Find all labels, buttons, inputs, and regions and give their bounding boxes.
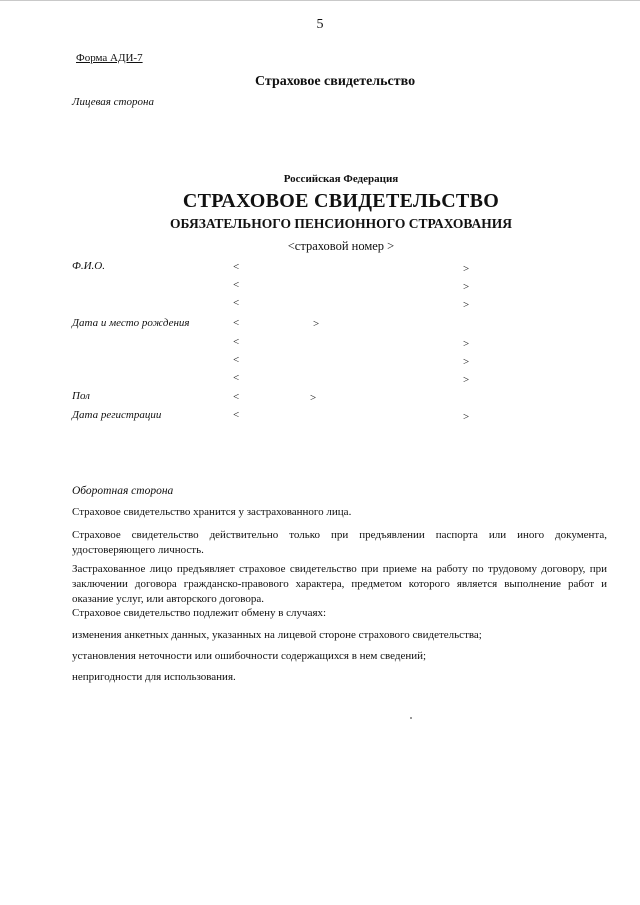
- form-label: Форма АДИ-7: [76, 52, 143, 64]
- back-paragraph: Застрахованное лицо предъявляет страховое свидетельство при приеме на работу по трудовому договору, при заключении договора гражданско-правового характера, предметом которого является выполнение работ и оказание услуг, или авторского договора.: [72, 563, 607, 605]
- birth-place-1-close: >: [463, 338, 470, 350]
- face-side-label: Лицевая сторона: [72, 96, 154, 108]
- fio-line-3-close: >: [463, 299, 470, 311]
- field-label-sex: Пол: [72, 390, 90, 402]
- certificate-title: СТРАХОВОЕ СВИДЕТЕЛЬСТВО: [182, 190, 500, 212]
- back-paragraph: Страховое свидетельство действительно только при предъявлении паспорта или иного документа, удостоверяющего личность.: [72, 529, 607, 556]
- scan-speck: [410, 717, 412, 719]
- birth-place-2-close: >: [463, 356, 470, 368]
- insurance-number-placeholder: <страховой номер >: [287, 239, 395, 253]
- fio-line-2-close: >: [463, 281, 470, 293]
- sex-close: >: [310, 392, 317, 404]
- birth-place-2-open: <: [233, 354, 240, 366]
- field-label-birth: Дата и место рождения: [72, 317, 190, 329]
- registration-date-open: <: [233, 409, 240, 421]
- page-number: 5: [316, 17, 324, 32]
- field-label-fio: Ф.И.О.: [72, 260, 105, 272]
- sex-open: <: [233, 391, 240, 403]
- fio-line-1-close: >: [463, 263, 470, 275]
- fio-line-2-open: <: [233, 279, 240, 291]
- back-side-label: Оборотная сторона: [72, 485, 174, 497]
- certificate-subtitle: ОБЯЗАТЕЛЬНОГО ПЕНСИОННОГО СТРАХОВАНИЯ: [170, 216, 512, 231]
- fio-line-3-open: <: [233, 297, 240, 309]
- birth-date-close: >: [313, 318, 320, 330]
- back-paragraph: установления неточности или ошибочности содержащихся в нем сведений;: [72, 650, 427, 662]
- country-label: Российская Федерация: [283, 173, 399, 185]
- birth-place-1-open: <: [233, 336, 240, 348]
- back-paragraph: изменения анкетных данных, указанных на лицевой стороне страхового свидетельства;: [72, 629, 482, 641]
- back-paragraph: Страховое свидетельство подлежит обмену в случаях:: [72, 607, 327, 619]
- birth-place-3-open: <: [233, 372, 240, 384]
- fio-line-1-open: <: [233, 261, 240, 273]
- birth-place-3-close: >: [463, 374, 470, 386]
- field-label-registration-date: Дата регистрации: [72, 409, 162, 421]
- top-edge-line: [0, 0, 640, 1]
- back-paragraph: Страховое свидетельство хранится у застрахованного лица.: [72, 506, 352, 518]
- main-title: Страховое свидетельство: [255, 74, 416, 89]
- birth-date-open: <: [233, 317, 240, 329]
- registration-date-close: >: [463, 411, 470, 423]
- back-paragraph: непригодности для использования.: [72, 671, 236, 683]
